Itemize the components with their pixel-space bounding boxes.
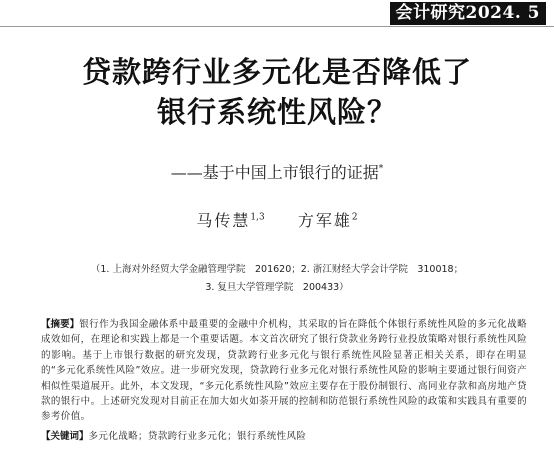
keywords-label: 【关键词】: [41, 431, 89, 442]
keywords-line: [41, 428, 527, 442]
author-2: [298, 211, 358, 230]
abstract-label: 【摘要】: [41, 319, 80, 330]
subtitle-text: ——基于中国上市银行的证据: [170, 163, 379, 182]
affiliation-line-1: （1. 上海对外经贸大学金融管理学院 201620；2. 浙江财经大学会计学院 310018；: [90, 264, 464, 275]
author-1-name: 马传慧: [196, 211, 251, 230]
subtitle-footnote-mark: *: [378, 164, 384, 174]
journal-issue-label: 会计研究2024. 5: [390, 2, 546, 25]
article-subtitle: [0, 160, 554, 183]
article-title-line-2: 银行系统性风险？: [156, 95, 397, 129]
author-2-affiliation-mark: 2: [351, 212, 358, 223]
author-1: [196, 211, 264, 230]
author-2-name: 方军雄: [297, 211, 352, 230]
keywords-text: 多元化战略；贷款跨行业多元化；银行系统性风险: [88, 431, 307, 442]
author-list: [0, 208, 554, 231]
article-title-line-1: 贷款跨行业多元化是否降低了: [81, 55, 472, 89]
abstract-paragraph: [41, 317, 527, 425]
author-1-affiliation-mark: 1,3: [250, 212, 265, 223]
journal-header-bar: [0, 0, 554, 27]
affiliation-line-2: 3. 复旦大学管理学院 200433）: [205, 282, 349, 293]
abstract-text: 银行作为我国金融体系中最重要的金融中介机构，其采取的旨在降低个体银行系统性风险的多元化战略成效如何，在理论和实践上都是一个重要话题。本文首次研究了银行贷款业务跨行业投放策略对银行系统性风险的影响。基于上市银行数据的研究发现，贷款跨行业多元化与银行系统性风险显著正相关关系，即存在明显的“多元化系统性风险”效应。进一步研究发现，贷款跨行业多元化对银行系统性风险的影响主要通过银行间资产相似性渠道展开。此外，本文发现，“多元化系统性风险”效应主要存在于股份制银行、高同业存款和高房地产贷款的银行中。上述研究发现对目前正在加大如火如荼开展的控制和防范银行系统性风险的政策和实践具有重要的参考价值。: [41, 319, 527, 423]
